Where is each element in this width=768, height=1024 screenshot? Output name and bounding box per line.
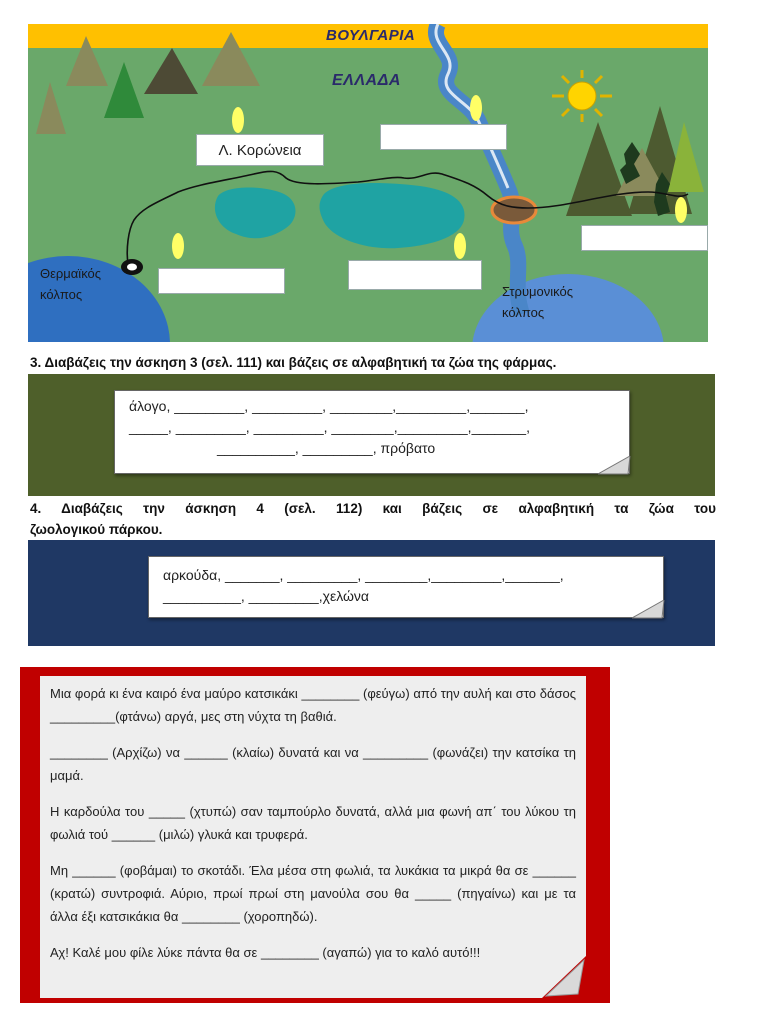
page-curl-icon bbox=[598, 456, 632, 476]
greece-label: ΕΛΛΑΔΑ bbox=[332, 72, 401, 89]
page-curl-icon bbox=[632, 600, 666, 620]
marker bbox=[232, 107, 244, 133]
story-paragraph-5: Αχ! Καλέ μου φίλε λύκε πάντα θα σε ________ (αγαπώ) για το καλό αυτό!!! bbox=[50, 945, 481, 960]
exercise4-heading-line2: ζωολογικού πάρκου. bbox=[30, 522, 163, 537]
exercise3-line2: _____, _________, _________, ________,_________,_______, bbox=[129, 419, 530, 435]
thermaikos-label-line1: Θερμαϊκός bbox=[40, 266, 102, 281]
kerkini-lake bbox=[492, 197, 536, 223]
story-paragraph-3: Η καρδούλα του _____ (χτυπώ) σαν ταμπούρλο δυνατά, αλλά μια φωνή απ΄ του λύκου τη φωλιά τού ______ (μιλώ) γλυκά και τρυφερά. bbox=[50, 804, 576, 842]
blank-label-box[interactable] bbox=[380, 124, 507, 150]
bulgaria-label: ΒΟΥΛΓΑΡΙΑ bbox=[326, 27, 416, 44]
blank-label-box[interactable] bbox=[158, 268, 285, 294]
marker bbox=[675, 197, 687, 223]
exercise3-line1: άλογο, _________, _________, ________,_________,_______, bbox=[129, 398, 529, 414]
exercise3-line3: __________, _________, πρόβατο bbox=[217, 440, 436, 456]
thermaikos-label-line2: κόλπος bbox=[40, 287, 83, 302]
koroneia-label-box: Λ. Κορώνεια bbox=[196, 134, 324, 166]
story-text-box[interactable] bbox=[40, 676, 586, 998]
marker bbox=[470, 95, 482, 121]
exercise4-heading bbox=[30, 498, 716, 540]
marker bbox=[454, 233, 466, 259]
exercise4-heading-line1: 4. Διαβάζεις την άσκηση 4 (σελ. 112) και βάζεις σε αλφαβητική τα ζώα του bbox=[30, 501, 716, 516]
exercise4-line1: αρκούδα, _______, _________, ________,_________,_______, bbox=[163, 567, 564, 583]
exercise4-line2: __________, _________,χελώνα bbox=[163, 588, 370, 604]
exercise4-answer-card[interactable] bbox=[148, 556, 664, 618]
exercise3-answer-card[interactable] bbox=[114, 390, 630, 474]
exercise3-heading: 3. Διαβάζεις την άσκηση 3 (σελ. 111) και βάζεις σε αλφαβητική τα ζώα της φάρμας. bbox=[30, 355, 557, 370]
story-paragraph-4: Μη ______ (φοβάμαι) το σκοτάδι. Έλα μέσα στη φωλιά, τα λυκάκια τα μικρά θα σε ______ (κρατώ) συντροφιά. Αύριο, πρωί πρωί στη μανούλα σου θα _____ (πηγαίνω) και με τα άλλα έξι κατσικάκια θα ________ (χοροπηδώ). bbox=[50, 863, 576, 924]
story-paragraph-2: ________ (Αρχίζω) να ______ (κλαίω) δυνατά και να _________ (φωνάζει) την κατσίκα τη μαμά. bbox=[50, 745, 576, 783]
blank-label-box[interactable] bbox=[348, 260, 482, 290]
map-illustration bbox=[28, 24, 708, 342]
story-paragraph-1: Μια φορά κι ένα καιρό ένα μαύρο κατσικάκι ________ (φεύγω) από την αυλή και στο δάσος _________(φτάνω) αργά, μες στη νύχτα τη βαθιά. bbox=[50, 686, 576, 724]
page-curl-icon bbox=[542, 956, 586, 998]
strymonikos-label-line1: Στρυμονικός bbox=[502, 284, 573, 299]
strymonikos-label-line2: κόλπος bbox=[502, 305, 545, 320]
blank-label-box[interactable] bbox=[581, 225, 708, 251]
marker bbox=[172, 233, 184, 259]
